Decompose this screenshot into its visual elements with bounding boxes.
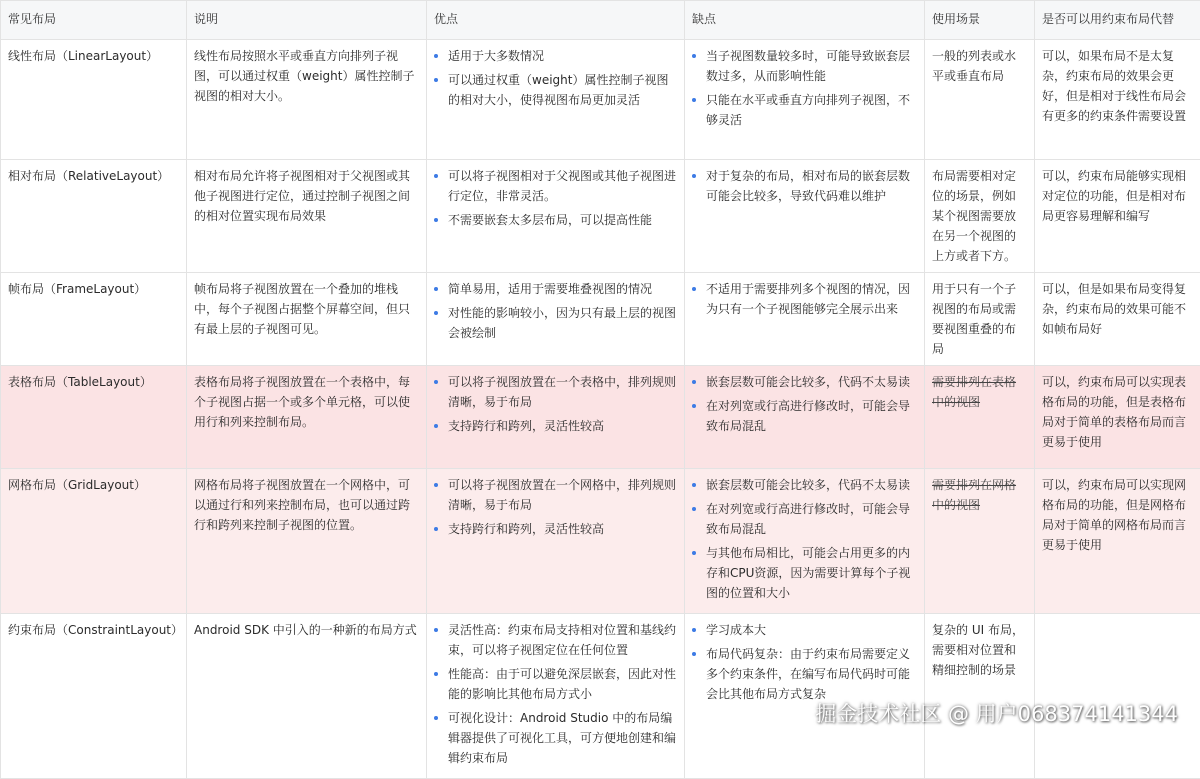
- cell-replace: 可以，但是如果布局变得复杂，约束布局的效果可能不如帧布局好: [1035, 273, 1200, 366]
- bullet-icon: [692, 551, 696, 555]
- list-item: 对于复杂的布局，相对布局的嵌套层数可能会比较多，导致代码难以维护: [692, 166, 917, 206]
- cell-replace: 可以，约束布局可以实现网格布局的功能，但是网格布局对于简单的网格布局而言更易于使用: [1035, 469, 1200, 614]
- bullet-icon: [692, 380, 696, 384]
- table-row: [1, 469, 1200, 614]
- list-item: 可视化设计：Android Studio 中的布局编辑器提供了可视化工具，可方便地创建和编辑约束布局: [434, 708, 677, 768]
- pros-list: [434, 166, 677, 230]
- list-item: 灵活性高：约束布局支持相对位置和基线约束，可以将子视图定位在任何位置: [434, 620, 677, 660]
- header-pros: 优点: [427, 1, 685, 40]
- list-item: 在对列宽或行高进行修改时，可能会导致布局混乱: [692, 499, 917, 539]
- list-item: 可以将子视图相对于父视图或其他子视图进行定位，非常灵活。: [434, 166, 677, 206]
- pros-list: [434, 46, 677, 110]
- list-item: 支持跨行和跨列，灵活性较高: [434, 416, 677, 436]
- cell-layout: 线性布局（LinearLayout）: [1, 40, 187, 160]
- cell-description: 相对布局允许将子视图相对于父视图或其他子视图进行定位，通过控制子视图之间的相对位置实现布局效果: [187, 160, 427, 273]
- bullet-icon: [692, 287, 696, 291]
- list-item: 在对列宽或行高进行修改时，可能会导致布局混乱: [692, 396, 917, 436]
- table-row: [1, 366, 1200, 469]
- pros-list: [434, 372, 677, 436]
- cell-layout: 表格布局（TableLayout）: [1, 366, 187, 469]
- cell-description: 网格布局将子视图放置在一个网格中，可以通过行和列来控制布局，也可以通过跨行和跨列来控制子视图的位置。: [187, 469, 427, 614]
- cons-list: [692, 46, 917, 130]
- cell-pros: [427, 614, 685, 779]
- bullet-icon: [692, 628, 696, 632]
- bullet-icon: [692, 98, 696, 102]
- header-replace: 是否可以用约束布局代替: [1035, 1, 1200, 40]
- bullet-icon: [692, 507, 696, 511]
- list-item: 支持跨行和跨列，灵活性较高: [434, 519, 677, 539]
- cell-layout: 相对布局（RelativeLayout）: [1, 160, 187, 273]
- bullet-icon: [434, 287, 438, 291]
- list-item: 简单易用，适用于需要堆叠视图的情况: [434, 279, 677, 299]
- header-scene: 使用场景: [925, 1, 1035, 40]
- bullet-icon: [434, 424, 438, 428]
- cell-scene: 复杂的 UI 布局，需要相对位置和精细控制的场景: [925, 614, 1035, 779]
- cell-scene: 布局需要相对定位的场景，例如某个视图需要放在另一个视图的上方或者下方。: [925, 160, 1035, 273]
- list-item: 只能在水平或垂直方向排列子视图，不够灵活: [692, 90, 917, 130]
- cell-cons: [685, 614, 925, 779]
- bullet-icon: [434, 78, 438, 82]
- bullet-icon: [692, 483, 696, 487]
- bullet-icon: [692, 174, 696, 178]
- table-row: [1, 40, 1200, 160]
- cell-description: 表格布局将子视图放置在一个表格中，每个子视图占据一个或多个单元格，可以使用行和列来控制布局。: [187, 366, 427, 469]
- list-item: 适用于大多数情况: [434, 46, 677, 66]
- cell-scene: 需要排列在表格中的视图: [925, 366, 1035, 469]
- list-item: 不适用于需要排列多个视图的情况，因为只有一个子视图能够完全展示出来: [692, 279, 917, 319]
- cons-list: [692, 475, 917, 603]
- cell-layout: 帧布局（FrameLayout）: [1, 273, 187, 366]
- bullet-icon: [434, 380, 438, 384]
- list-item: 可以通过权重（weight）属性控制子视图的相对大小，使得视图布局更加灵活: [434, 70, 677, 110]
- cell-pros: [427, 273, 685, 366]
- bullet-icon: [434, 672, 438, 676]
- list-item: 学习成本大: [692, 620, 917, 640]
- cell-layout: 约束布局（ConstraintLayout）: [1, 614, 187, 779]
- cell-pros: [427, 40, 685, 160]
- pros-list: [434, 279, 677, 343]
- cell-replace: [1035, 614, 1200, 779]
- list-item: 对性能的影响较小，因为只有最上层的视图会被绘制: [434, 303, 677, 343]
- bullet-icon: [434, 527, 438, 531]
- cell-scene: 用于只有一个子视图的布局或需要视图重叠的布局: [925, 273, 1035, 366]
- cons-list: [692, 279, 917, 319]
- table-row: [1, 160, 1200, 273]
- cell-description: 帧布局将子视图放置在一个叠加的堆栈中，每个子视图占据整个屏幕空间，但只有最上层的子视图可见。: [187, 273, 427, 366]
- list-item: 嵌套层数可能会比较多，代码不太易读: [692, 475, 917, 495]
- cell-cons: [685, 469, 925, 614]
- list-item: 可以将子视图放置在一个表格中，排列规则清晰，易于布局: [434, 372, 677, 412]
- bullet-icon: [434, 311, 438, 315]
- list-item: 不需要嵌套太多层布局，可以提高性能: [434, 210, 677, 230]
- header-description: 说明: [187, 1, 427, 40]
- cons-list: [692, 372, 917, 436]
- cons-list: [692, 620, 917, 704]
- bullet-icon: [692, 404, 696, 408]
- cell-cons: [685, 40, 925, 160]
- cell-cons: [685, 160, 925, 273]
- bullet-icon: [434, 54, 438, 58]
- list-item: 性能高：由于可以避免深层嵌套，因此对性能的影响比其他布局方式小: [434, 664, 677, 704]
- cell-description: Android SDK 中引入的一种新的布局方式: [187, 614, 427, 779]
- bullet-icon: [434, 716, 438, 720]
- list-item: 当子视图数量较多时，可能导致嵌套层数过多，从而影响性能: [692, 46, 917, 86]
- cell-cons: [685, 273, 925, 366]
- list-item: 布局代码复杂：由于约束布局需要定义多个约束条件，在编写布局代码时可能会比其他布局方式复杂: [692, 644, 917, 704]
- list-item: 嵌套层数可能会比较多，代码不太易读: [692, 372, 917, 392]
- table-row: [1, 614, 1200, 779]
- bullet-icon: [434, 174, 438, 178]
- table-header-row: [1, 1, 1200, 40]
- cell-description: 线性布局按照水平或垂直方向排列子视图，可以通过权重（weight）属性控制子视图的相对大小。: [187, 40, 427, 160]
- bullet-icon: [692, 54, 696, 58]
- cell-replace: 可以，约束布局可以实现表格布局的功能，但是表格布局对于简单的表格布局而言更易于使用: [1035, 366, 1200, 469]
- header-cons: 缺点: [685, 1, 925, 40]
- cell-pros: [427, 469, 685, 614]
- header-layout: 常见布局: [1, 1, 187, 40]
- cell-replace: 可以，约束布局能够实现相对定位的功能，但是相对布局更容易理解和编写: [1035, 160, 1200, 273]
- cell-pros: [427, 366, 685, 469]
- cell-layout: 网格布局（GridLayout）: [1, 469, 187, 614]
- cons-list: [692, 166, 917, 206]
- table-row: [1, 273, 1200, 366]
- bullet-icon: [434, 483, 438, 487]
- cell-scene: 需要排列在网格中的视图: [925, 469, 1035, 614]
- cell-cons: [685, 366, 925, 469]
- bullet-icon: [434, 218, 438, 222]
- bullet-icon: [692, 652, 696, 656]
- bullet-icon: [434, 628, 438, 632]
- list-item: 与其他布局相比，可能会占用更多的内存和CPU资源，因为需要计算每个子视图的位置和大小: [692, 543, 917, 603]
- list-item: 可以将子视图放置在一个网格中，排列规则清晰，易于布局: [434, 475, 677, 515]
- cell-replace: 可以，如果布局不是太复杂，约束布局的效果会更好，但是相对于线性布局会有更多的约束条件需要设置: [1035, 40, 1200, 160]
- watermark: 掘金技术社区 @ 用户068374141344: [815, 698, 1178, 728]
- cell-pros: [427, 160, 685, 273]
- cell-scene: 一般的列表或水平或垂直布局: [925, 40, 1035, 160]
- pros-list: [434, 475, 677, 539]
